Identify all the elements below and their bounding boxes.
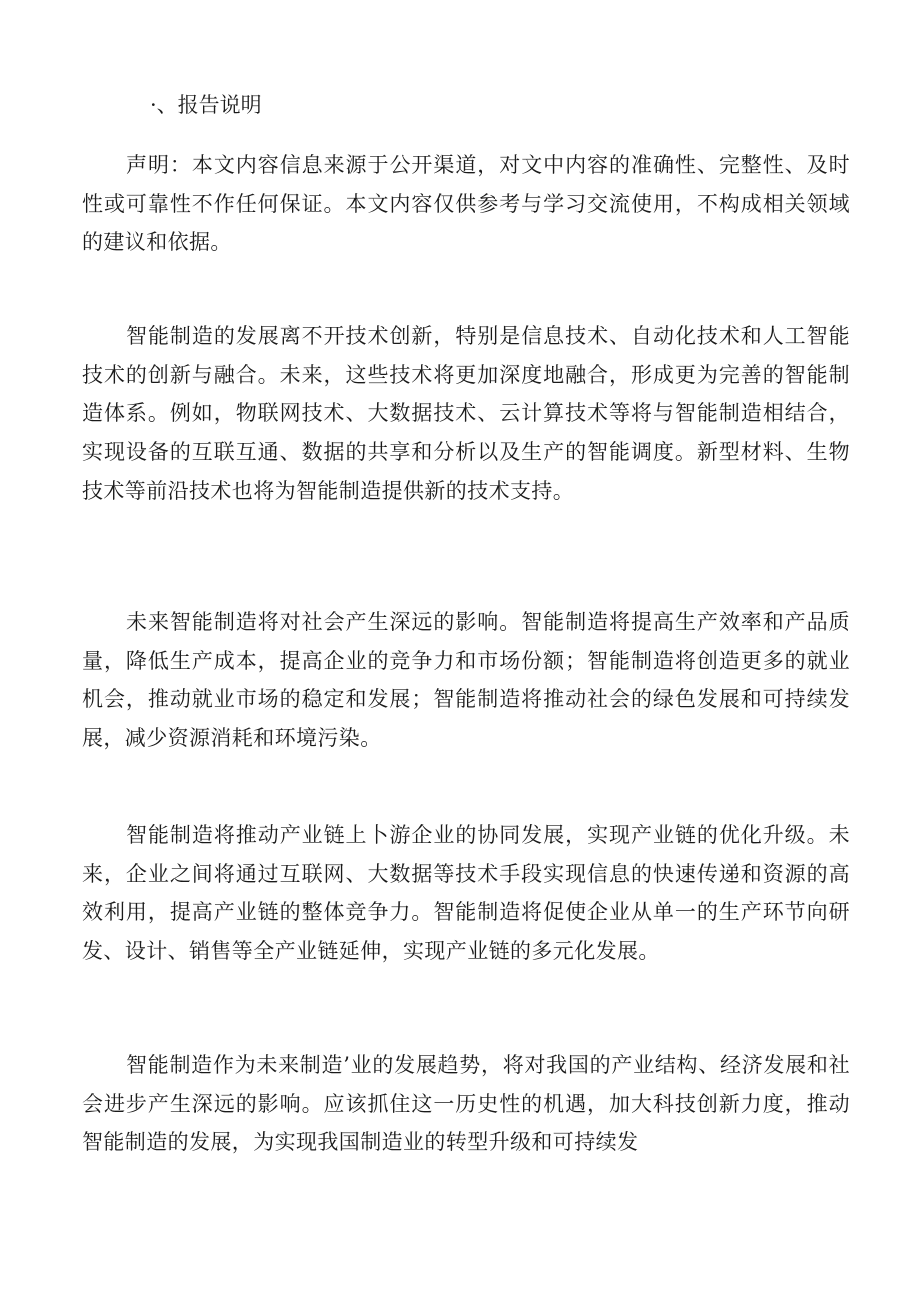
paragraph-disclaimer: 声明：本文内容信息来源于公开渠道，对文中内容的准确性、完整性、及时性或可靠性不作任何保证。本文内容仅供参考与学习交流使用，不构成相关领域的建议和依据。: [82, 153, 850, 255]
paragraph-technology-innovation: 智能制造的发展离不开技术创新，特别是信息技术、自动化技术和人工智能技术的创新与融合。未来，这些技术将更加深度地融合，形成更为完善的智能制造体系。例如，物联网技术、大数据技术、云计算技术等将与智能制造相结合，实现设备的互联互通、数据的共享和分析以及生产的智能调度。新型材料、生物技术等前沿技术也将为智能制造提供新的技术支持。: [82, 324, 850, 503]
paragraph-development-trend: 智能制造作为未来制造’业的发展趋势，将对我国的产业结构、经济发展和社会进步产生深远的影响。应该抓住这一历史性的机遇，加大科技创新力度，推动智能制造的发展，为实现我国制造业的转型升级和可持续发: [82, 1053, 850, 1155]
paragraph-social-impact: 未来智能制造将对社会产生深远的影响。智能制造将提高生产效率和产品质量，降低生产成本，提高企业的竞争力和市场份额；智能制造将创造更多的就业机会，推动就业市场的稳定和发展；智能制造将推动社会的绿色发展和可持续发展，减少资源消耗和环境污染。: [82, 610, 850, 751]
section-heading: ·、报告说明: [150, 93, 262, 117]
paragraph-industry-chain: 智能制造将推动产业链上卜游企业的协同发展，实现产业链的优化升级。未来，企业之间将通过互联网、大数据等技术手段实现信息的快速传递和资源的高效利用，提高产业链的整体竞争力。智能制造将促使企业从单一的生产环节向研发、设计、销售等全产业链延伸，实现产业链的多元化发展。: [82, 823, 850, 964]
